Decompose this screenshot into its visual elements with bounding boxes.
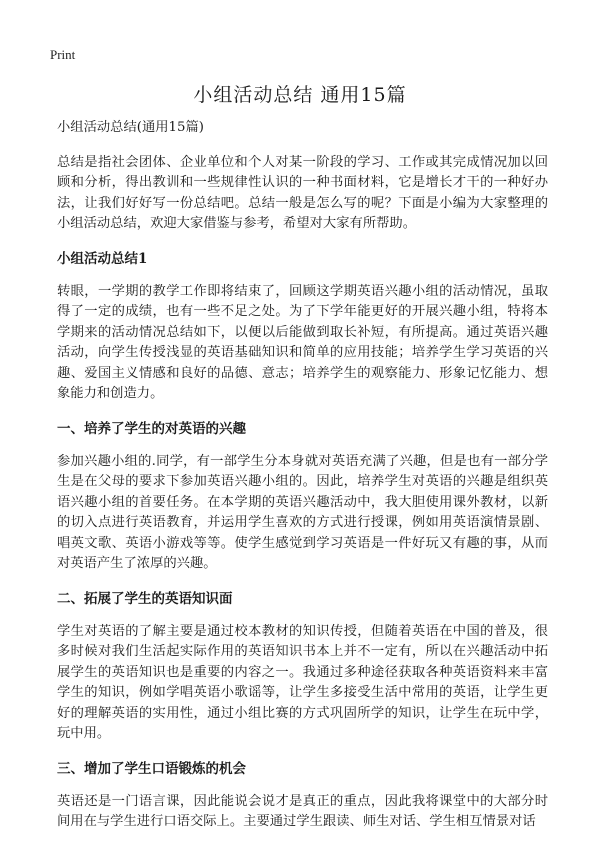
document-subtitle: 小组活动总结(通用15篇) (57, 120, 204, 135)
subsection-paragraph-3: 英语还是一门语言课，因此能说会说才是真正的重点，因此我将课堂中的大部分时间用在与学生进行口语交际上。主要通过学生跟读、师生对话、学生相互情景对话 (57, 793, 548, 829)
print-link[interactable]: Print (50, 47, 76, 62)
intro-paragraph: 总结是指社会团体、企业单位和个人对某一阶段的学习、工作或其完成情况加以回顾和分析，得出教训和一些规律性认识的一种书面材料，它是增长才干的一种好办法，让我们好好写一份总结吧。总结一般是怎么写的呢？下面是小编为大家整理的小组活动总结，欢迎大家借鉴与参考，希望对大家有所帮助。 (57, 154, 548, 231)
document-body (57, 118, 548, 847)
subsection-paragraph-2: 学生对英语的了解主要是通过校本教材的知识传授，但随着英语在中国的普及，很多时候对我们生活起实际作用的英语知识书本上并不一定有，所以在兴趣活动中拓展学生的英语知识也是重要的内容之一。我通过多种途径获取各种英语资料来丰富学生的知识，例如学唱英语小歌谣等，让学生多接受生活中常用的英语，让学生更好的理解英语的实用性，通过小组比赛的方式巩固所学的知识，让学生在玩中学，玩中用。 (57, 623, 548, 741)
section-heading-1: 小组活动总结1 (57, 250, 148, 267)
subsection-heading-3: 三、增加了学生口语锻炼的机会 (57, 760, 246, 777)
section-paragraph-1: 转眼，一学期的教学工作即将结束了，回顾这学期英语兴趣小组的活动情况，虽取得了一定的成绩，也有一些不足之处。为了下学年能更好的开展兴趣小组，特将本学期来的活动情况总结如下，以便以后能做到取长补短，有所提高。通过英语兴趣活动，向学生传授浅显的英语基础知识和简单的应用技能；培养学生学习英语的兴趣、爱国主义情感和良好的品德、意志；培养学生的观察能力、形象记忆能力、想象能力和创造力。 (57, 283, 548, 401)
subsection-heading-1: 一、培养了学生的对英语的兴趣 (57, 420, 246, 437)
subsection-paragraph-1: 参加兴趣小组的.同学，有一部学生分本身就对英语充满了兴趣，但是也有一部分学生是在父母的要求下参加英语兴趣小组的。因此，培养学生对英语的兴趣是组织英语兴趣小组的首要任务。在本学期的英语兴趣活动中，我大胆使用课外教材，以新的切入点进行英语教育，并运用学生喜欢的方式进行授课，例如用英语演情景剧、唱英文歌、英语小游戏等等。使学生感觉到学习英语是一件好玩又有趣的事，从而对英语产生了浓厚的兴趣。 (57, 453, 548, 571)
document-title: 小组活动总结 通用15篇 (193, 84, 407, 106)
subsection-heading-2: 二、拓展了学生的英语知识面 (57, 590, 233, 607)
